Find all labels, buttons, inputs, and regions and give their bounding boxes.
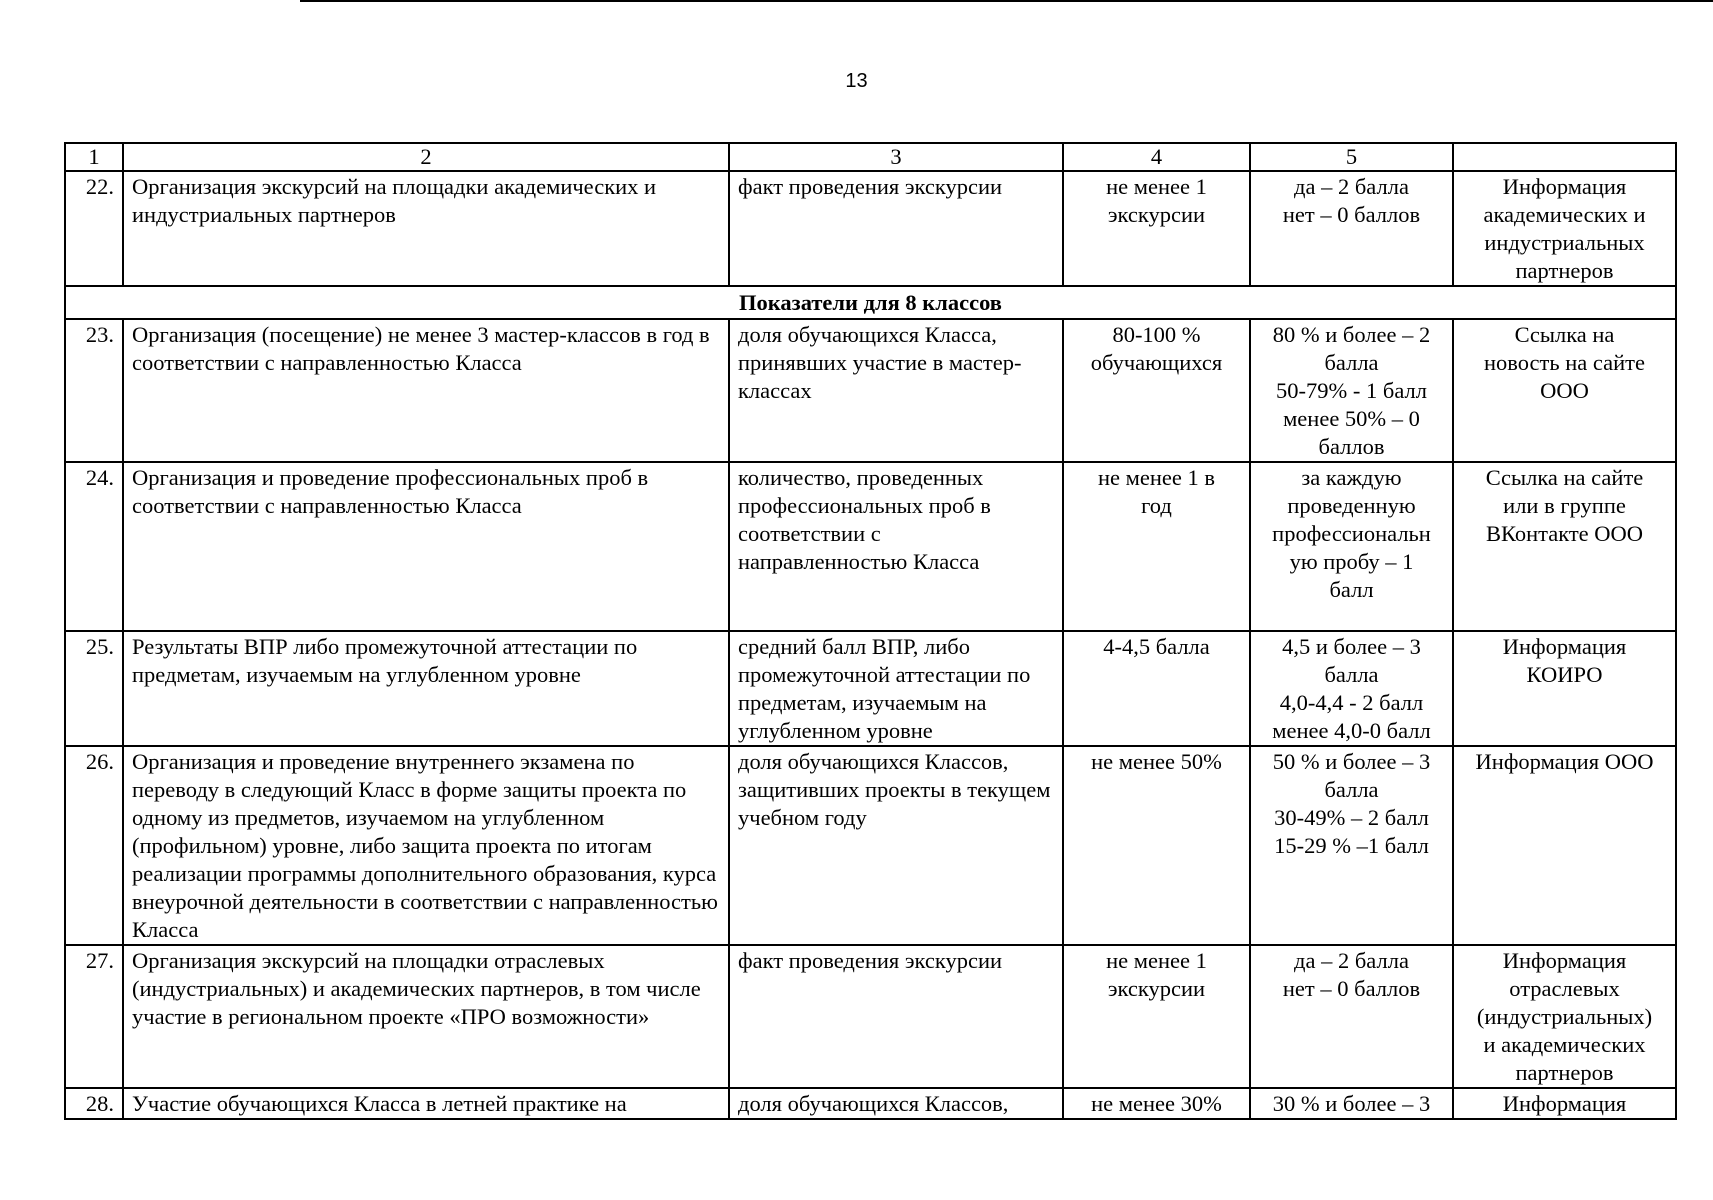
indicator-cell: Организация экскурсий на площадки академических и индустриальных партнеров	[123, 171, 729, 286]
table-row	[65, 631, 1676, 746]
source-cell	[1453, 746, 1676, 945]
source-line: или в группе	[1503, 493, 1626, 518]
criteria-table	[64, 142, 1677, 1120]
score-cell	[1250, 462, 1453, 631]
source-line: академических и	[1483, 202, 1646, 227]
target-line: не менее 1	[1106, 948, 1207, 973]
header-col-1: 1	[65, 143, 123, 171]
score-line: нет – 0 баллов	[1282, 202, 1421, 227]
header-col-2: 2	[123, 143, 729, 171]
score-line: 30-49% – 2 балл	[1274, 805, 1429, 830]
source-line: индустриальных	[1484, 230, 1645, 255]
source-cell	[1453, 171, 1676, 286]
criterion-cell: количество, проведенных профессиональных проб в соответствии с направленностью Класса	[729, 462, 1063, 631]
indicator-cell: Результаты ВПР либо промежуточной аттестации по предметам, изучаемым на углубленном уровне	[123, 631, 729, 746]
table-row	[65, 319, 1676, 462]
source-line: Информация	[1502, 1091, 1627, 1116]
section-title: Показатели для 8 классов	[65, 286, 1676, 319]
source-line: Ссылка на	[1514, 322, 1615, 347]
target-line: год	[1141, 493, 1172, 518]
score-line: 4,5 и более – 3	[1282, 634, 1421, 659]
target-line: обучающихся	[1090, 350, 1223, 375]
score-cell	[1250, 171, 1453, 286]
score-line: балла	[1324, 777, 1379, 802]
score-line: 50 % и более – 3	[1272, 749, 1431, 774]
header-col-3: 3	[729, 143, 1063, 171]
indicator-cell: Организация (посещение) не менее 3 мастер-классов в год в соответствии с направленностью Класса	[123, 319, 729, 462]
criterion-cell: доля обучающихся Класса, принявших участие в мастер-классах	[729, 319, 1063, 462]
target-line: не менее 1 в	[1097, 465, 1215, 490]
table-row	[65, 945, 1676, 1088]
score-line: за каждую	[1301, 465, 1402, 490]
target-line: 80-100 %	[1112, 322, 1201, 347]
score-line: 80 % и более – 2	[1272, 322, 1431, 347]
source-line: ООО	[1540, 378, 1589, 403]
score-cell	[1250, 319, 1453, 462]
indicator-cell: Организация и проведение внутреннего экзамена по переводу в следующий Класс в форме защиты проекта по одному из предметов, изучаемом на углубленном (профильном) уровне, либо защита проекта по итогам реализации программы дополнительного образования, курса внеурочной деятельности в соответствии с направленностью Класса	[123, 746, 729, 945]
score-line: профессиональн	[1272, 521, 1431, 546]
source-line: ВКонтакте ООО	[1485, 521, 1644, 546]
target-cell	[1063, 171, 1250, 286]
source-cell	[1453, 319, 1676, 462]
source-cell	[1453, 945, 1676, 1088]
header-col-4: 4	[1063, 143, 1250, 171]
source-line: партнеров	[1515, 1060, 1614, 1085]
header-row	[65, 143, 1676, 171]
indicator-cell: Участие обучающихся Класса в летней практике на	[123, 1088, 729, 1119]
score-cell	[1250, 945, 1453, 1088]
row-number: 26.	[65, 746, 123, 945]
target-line: не менее 50%	[1091, 749, 1222, 774]
criterion-cell: факт проведения экскурсии	[729, 945, 1063, 1088]
source-line: Информация	[1502, 174, 1627, 199]
source-line: и академических	[1483, 1032, 1646, 1057]
target-cell	[1063, 462, 1250, 631]
source-line: отраслевых	[1509, 976, 1620, 1001]
target-cell	[1063, 746, 1250, 945]
row-number: 25.	[65, 631, 123, 746]
criterion-cell: доля обучающихся Классов,	[729, 1088, 1063, 1119]
source-line: партнеров	[1515, 258, 1614, 283]
target-line: 4-4,5 балла	[1103, 634, 1210, 659]
top-edge-line	[300, 0, 1713, 2]
score-line: балл	[1329, 577, 1374, 602]
source-cell	[1453, 1088, 1676, 1119]
header-col-5: 5	[1250, 143, 1453, 171]
source-cell	[1453, 462, 1676, 631]
row-number: 22.	[65, 171, 123, 286]
score-line: балла	[1324, 350, 1379, 375]
target-line: не менее 30%	[1091, 1091, 1222, 1116]
score-line: балла	[1324, 662, 1379, 687]
target-line: экскурсии	[1107, 976, 1206, 1001]
criterion-cell: факт проведения экскурсии	[729, 171, 1063, 286]
row-number: 23.	[65, 319, 123, 462]
row-number: 27.	[65, 945, 123, 1088]
target-cell	[1063, 319, 1250, 462]
criterion-cell: доля обучающихся Классов, защитивших проекты в текущем учебном году	[729, 746, 1063, 945]
score-line: 4,0-4,4 - 2 балл	[1279, 690, 1424, 715]
score-cell	[1250, 1088, 1453, 1119]
score-line: проведенную	[1287, 493, 1416, 518]
source-line: (индустриальных)	[1476, 1004, 1653, 1029]
target-cell	[1063, 1088, 1250, 1119]
target-line: экскурсии	[1107, 202, 1206, 227]
row-number: 24.	[65, 462, 123, 631]
table-row	[65, 746, 1676, 945]
score-line: да – 2 балла	[1294, 948, 1409, 973]
score-cell	[1250, 631, 1453, 746]
source-line: Информация	[1502, 948, 1627, 973]
target-cell	[1063, 945, 1250, 1088]
section-row	[65, 286, 1676, 319]
score-line: 50-79% - 1 балл	[1276, 378, 1427, 403]
table-row	[65, 1088, 1676, 1119]
score-line: нет – 0 баллов	[1282, 976, 1421, 1001]
page-number: 13	[845, 70, 868, 92]
source-line: Информация ООО	[1475, 749, 1654, 774]
table-row	[65, 462, 1676, 631]
indicator-cell: Организация экскурсий на площадки отраслевых (индустриальных) и академических партнеров, в том числе участие в региональном проекте «ПРО возможности»	[123, 945, 729, 1088]
score-line: да – 2 балла	[1294, 174, 1409, 199]
source-cell	[1453, 631, 1676, 746]
score-line: менее 4,0-0 балл	[1272, 718, 1431, 743]
score-line: баллов	[1318, 434, 1385, 459]
table-row	[65, 171, 1676, 286]
target-line: не менее 1	[1106, 174, 1207, 199]
score-line: менее 50% – 0	[1283, 406, 1420, 431]
source-line: Информация	[1502, 634, 1627, 659]
score-line: 15-29 % –1 балл	[1274, 833, 1429, 858]
row-number: 28.	[65, 1088, 123, 1119]
criterion-cell: средний балл ВПР, либо промежуточной аттестации по предметам, изучаемым на углубленном уровне	[729, 631, 1063, 746]
source-line: Ссылка на сайте	[1485, 465, 1644, 490]
indicator-cell: Организация и проведение профессиональных проб в соответствии с направленностью Класса	[123, 462, 729, 631]
score-line: ую пробу – 1	[1289, 549, 1414, 574]
source-line: КОИРО	[1526, 662, 1603, 687]
score-cell	[1250, 746, 1453, 945]
target-cell	[1063, 631, 1250, 746]
header-col-6	[1453, 143, 1676, 171]
score-line: 30 % и более – 3	[1272, 1091, 1431, 1116]
source-line: новость на сайте	[1483, 350, 1646, 375]
